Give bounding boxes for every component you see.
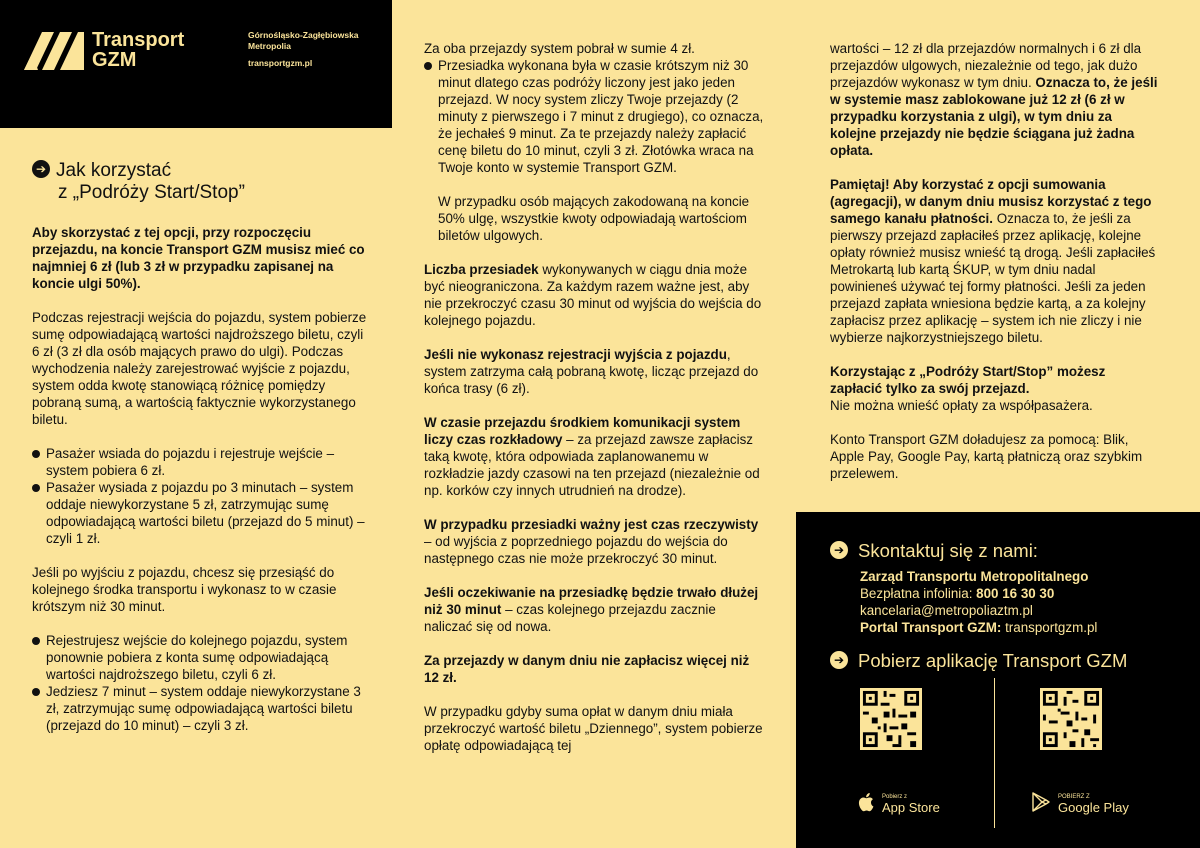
summary-list: [424, 57, 764, 176]
list-item: Rejestrujesz wejście do kolejnego pojazdu, system ponownie pobiera z konta sumę odpowiadającą wartości najdroższego biletu, czyli 6 zł.: [32, 632, 372, 683]
paragraph: W przypadku gdyby suma opłat w danym dniu miała przekroczyć wartość biletu „Dziennego”, system pobierze opłatę odpowiadającą tej: [424, 704, 763, 753]
paragraph: W czasie przejazdu środkiem komunikacji system liczy czas rozkładowy – za przejazd zawsze zapłacisz taką kwotę, która odpowiada zaplanowanemu w rozkładzie jazdy czasowi na ten przejazd (niezależnie od np. korków czy innych utrudnień na drodze).: [424, 415, 760, 498]
gzm-logo-icon: [24, 32, 84, 70]
column-2: [424, 40, 764, 771]
paragraph: W przypadku przesiadki ważny jest czas rzeczywisty – od wyjścia z poprzedniego pojazdu do wejścia do następnego czas nie może przekroczyć 30 minut.: [424, 517, 759, 566]
section-title: ➔ Jak korzystać z „Podróży Start/Stop”: [32, 160, 372, 204]
paragraph: Jeśli po wyjściu z pojazdu, chcesz się przesiąść do kolejnego środka transportu i wykonasz to w czasie krótszym niż 30 minut.: [32, 565, 337, 614]
contact-details: Zarząd Transportu Metropolitalnego Bezpłatna infolinia: 800 16 30 30 kancelaria@metropoliaztm.pl Portal Transport GZM: transportgzm.pl: [860, 568, 1180, 636]
discount-note: W przypadku osób mających zakodowaną na koncie 50% ulgę, wszystkie kwoty odpowiadają wartościom biletów ulgowych.: [438, 194, 750, 243]
arrow-right-icon: ➔: [830, 651, 848, 669]
app-heading: ➔ Pobierz aplikację Transport GZM: [830, 650, 1127, 672]
qr-code-appstore-icon[interactable]: [860, 688, 922, 750]
brand-url[interactable]: transportgzm.pl: [248, 58, 313, 68]
paragraph: Za przejazdy w danym dniu nie zapłacisz więcej niż 12 zł.: [424, 653, 750, 685]
paragraph: Podczas rejestracji wejścia do pojazdu, system pobierze sumę odpowiadającą wartości najdroższego biletu, czyli 6 zł (3 zł dla osób mających prawo do ulgi). Podczas wychodzenia należy zarejestrować wyjście z pojazdu, system odda kwotę stanowiącą różnicę pomiędzy pobraną sumą, a wartością faktycznie wykorzystanego biletu.: [32, 310, 367, 427]
example-list-1: [32, 445, 372, 547]
apple-icon: [858, 792, 874, 812]
divider: [994, 678, 995, 828]
contact-box: [796, 512, 1200, 848]
googleplay-badge[interactable]: POBIERZ Z Google Play: [1058, 794, 1129, 815]
example-list-2: [32, 632, 372, 734]
email-link[interactable]: kancelaria@metropoliaztm.pl: [860, 603, 1033, 618]
contact-heading: ➔ Skontaktuj się z nami:: [830, 540, 1038, 562]
paragraph: Pamiętaj! Aby korzystać z opcji sumowania (agregacji), w danym dniu musisz korzystać z tego samego kanału płatności. Oznacza to, że jeśli za pierwszy przejazd zapłaciłeś przez aplikację, kolejne opłaty również musisz wnieść tą drogą. Jeśli zapłaciłeś Metrokartą lub kartą ŚKUP, w tym dniu nadal powinieneś używać tej formy płatności. Jeśli za jeden przejazd zapłata wniesiona będzie kartą, a za kolejny zapłacisz przez aplikację – system ich nie zliczy i nie wybierze najkorzystniejszego biletu.: [830, 177, 1156, 345]
list-item: Pasażer wysiada z pojazdu po 3 minutach – system oddaje niewykorzystane 5 zł, zatrzymując sumę odpowiadającą wartości biletu (przejazd do 5 minut) – czyli 1 zł.: [32, 479, 372, 547]
column-3: [830, 40, 1160, 499]
brand-name: Transport GZM: [92, 29, 185, 71]
header: [0, 0, 392, 128]
list-item: Pasażer wsiada do pojazdu i rejestruje wejście – system pobiera 6 zł.: [32, 445, 372, 479]
paragraph: Liczba przesiadek wykonywanych w ciągu dnia może być nieograniczona. Za każdym razem ważne jest, aby nie przekroczyć czasu 30 minut od wyjścia do wejścia do kolejnego pojazdu.: [424, 262, 762, 328]
paragraph: Jeśli oczekiwanie na przesiadkę będzie trwało dłużej niż 30 minut – czas kolejnego przejazdu zacznie naliczać się od nowa.: [424, 585, 759, 634]
arrow-right-icon: ➔: [830, 541, 848, 559]
portal-link[interactable]: transportgzm.pl: [1001, 620, 1098, 635]
hotline-number[interactable]: 800 16 30 30: [976, 586, 1055, 601]
appstore-badge[interactable]: Pobierz z App Store: [882, 794, 940, 815]
paragraph: wartości – 12 zł dla przejazdów normalnych i 6 zł dla przejazdów ulgowych, niezależnie od tego, jak dużo przejazdów wykonasz w tym dniu. Oznacza to, że jeśli w systemie masz zablokowane już 12 zł (6 zł w przypadku korzystania z ulgi), w tym dniu za kolejne przejazdy nie będzie ściągana już żadna opłata.: [830, 41, 1158, 158]
arrow-right-icon: ➔: [32, 160, 50, 178]
column-1: [32, 224, 372, 751]
list-item: Jedziesz 7 minut – system oddaje niewykorzystane 3 zł, zatrzymując sumę odpowiadającą wartości biletu (przejazd do 10 minut) – czyli 3 zł.: [32, 683, 372, 734]
paragraph: Konto Transport GZM doładujesz za pomocą: Blik, Apple Pay, Google Pay, kartą płatniczą oraz szybkim przelewem.: [830, 432, 1143, 481]
paragraph: Za oba przejazdy system pobrał w sumie 4 zł.: [424, 41, 695, 56]
qr-code-googleplay-icon[interactable]: [1040, 688, 1102, 750]
region-name: Górnośląsko-Zagłębiowska Metropolia: [248, 30, 359, 51]
list-item: Przesiadka wykonana była w czasie krótszym niż 30 minut dlatego czas podróży liczony jest jako jeden przejazd. W nocy system zliczy Twoje przejazdy (2 minuty z pierwszego i 7 minut z drugiego), co oznacza, że jechałeś 9 minut. Za te przejazdy należy zapłacić cenę biletu do 10 minut, czyli 3 zł. Złotówka wraca na Twoje konto w systemie Transport GZM.: [424, 57, 764, 176]
google-play-icon: [1032, 792, 1050, 812]
paragraph: Jeśli nie wykonasz rejestracji wyjścia z pojazdu, system zatrzyma całą pobraną kwotę, licząc przejazd do końca trasy (6 zł).: [424, 347, 759, 396]
paragraph: Korzystając z „Podróży Start/Stop” możesz zapłacić tylko za swój przejazd. Nie można wnieść opłaty za współpasażera.: [830, 364, 1106, 413]
intro-text: Aby skorzystać z tej opcji, przy rozpoczęciu przejazdu, na koncie Transport GZM musisz mieć co najmniej 6 zł (lub 3 zł w przypadku zapisanej na koncie ulgi 50%).: [32, 225, 365, 291]
